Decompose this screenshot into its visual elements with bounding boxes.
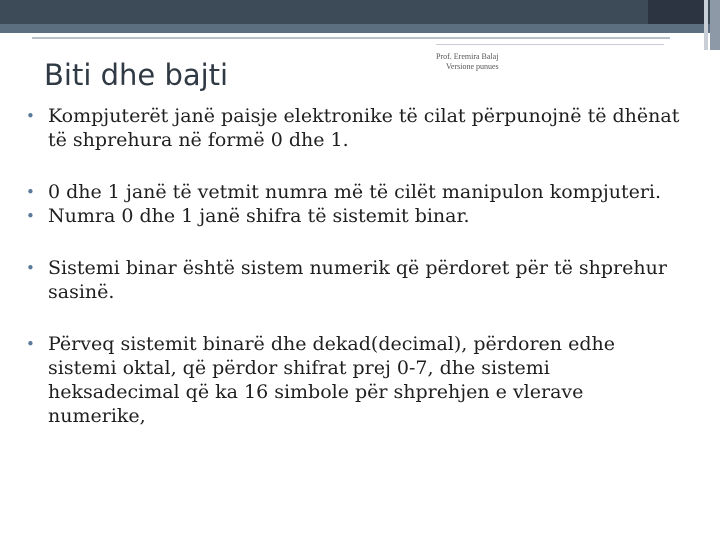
header-side-block — [710, 0, 720, 50]
bullet-text: 0 dhe 1 janë të vetmit numra më të cilët manipulon kompjuteri. — [48, 181, 662, 203]
bullet-icon: • — [26, 259, 35, 277]
bullet-spacer — [26, 228, 686, 256]
author-note — [436, 52, 536, 72]
author-divider — [436, 44, 664, 45]
bullet-text: Përveq sistemit binarë dhe dekad(decimal), përdoren edhe sistemi oktal, që përdor shifrat prej 0-7, dhe sistemi heksadecimal që ka 16 simbole për shprehjen e vlerave numerike, — [48, 333, 615, 427]
slide-title: Biti dhe bajti — [44, 58, 229, 92]
header-divider — [32, 37, 670, 39]
bullet-text: Kompjuterët janë paisje elektronike të cilat përpunojnë të dhënat të shprehura në formë 0 dhe 1. — [48, 105, 680, 151]
header-bar — [0, 0, 720, 24]
version-label: Versione punues — [446, 62, 499, 71]
bullet-spacer — [26, 304, 686, 332]
bullet-item — [26, 104, 686, 152]
bullet-item — [26, 180, 686, 204]
bullet-icon: • — [26, 183, 35, 201]
bullet-item — [26, 204, 686, 228]
bullet-text: Numra 0 dhe 1 janë shifra të sistemit binar. — [48, 205, 470, 227]
bullet-spacer — [26, 152, 686, 180]
bullet-icon: • — [26, 335, 35, 353]
author-name: Prof. Eremira Balaj — [436, 52, 499, 61]
header-stripe — [0, 24, 720, 33]
bullet-item — [26, 256, 686, 304]
bullet-item — [26, 332, 686, 428]
bullet-icon: • — [26, 107, 35, 125]
bullet-list — [26, 104, 686, 428]
header-bar-accent — [648, 0, 704, 24]
bullet-text: Sistemi binar është sistem numerik që përdoret për të shprehur sasinë. — [48, 257, 667, 303]
header-side-stripe — [704, 0, 708, 50]
bullet-icon: • — [26, 207, 35, 225]
